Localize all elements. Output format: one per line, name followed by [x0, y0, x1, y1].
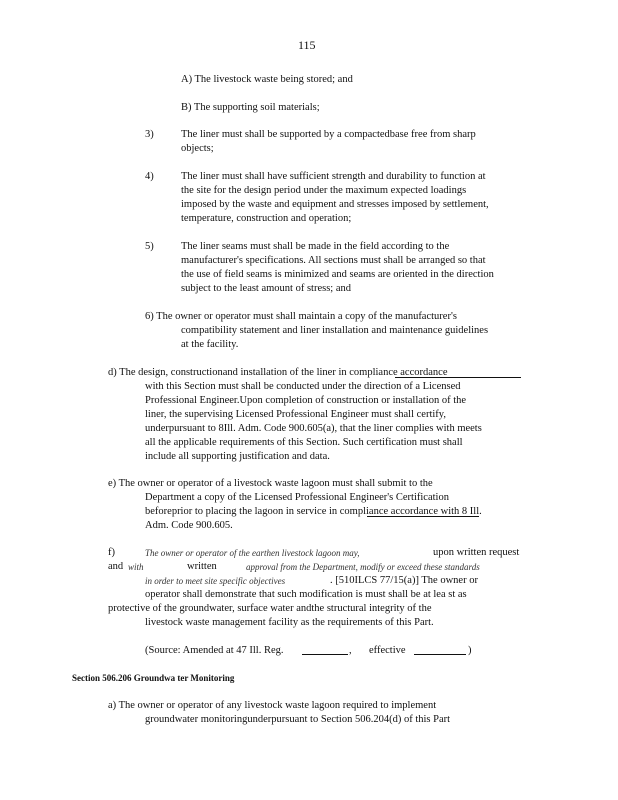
text-line: (Source: Amended at 47 Ill. Reg.: [145, 645, 284, 656]
text-line: a) The owner or operator of any livestock waste lagoon required to implement: [108, 700, 437, 711]
text-line: with this Section must shall be conducted under the direction of a Licensed: [145, 381, 461, 392]
text-line: at the facility.: [181, 339, 239, 350]
text-line: 5): [145, 241, 154, 252]
text-line: effective: [369, 645, 406, 656]
page-number: 115: [298, 38, 316, 52]
text-line: groundwater monitoringunderpursuant to Section 506.204(d) of this Part: [145, 714, 451, 725]
text-line: The owner or operator of the earthen livestock lagoon may,: [145, 548, 360, 558]
text-line: B) The supporting soil materials;: [181, 102, 320, 113]
text-line: . [510ILCS 77/15(a)] The owner or: [330, 575, 478, 586]
text-line: e) The owner or operator of a livestock waste lagoon must shall submit to the: [108, 478, 433, 489]
text-line: written: [187, 561, 217, 572]
text-line: and: [108, 561, 124, 572]
text-line: The liner must shall be supported by a compactedbase free from sharp: [181, 129, 476, 140]
text-line: 4): [145, 171, 154, 182]
reg-blank-line: [302, 644, 348, 655]
text-line: The liner seams must shall be made in the field according to the: [181, 241, 450, 252]
text-line: approval from the Department, modify or exceed these standards: [246, 562, 480, 572]
text-line: compatibility statement and liner installation and maintenance guidelines: [181, 325, 489, 336]
text-line: Section 506.206 Groundwa ter Monitoring: [72, 673, 235, 683]
text-line: imposed by the waste and equipment and stresses imposed by settlement,: [181, 199, 489, 210]
text-line: the site for the design period under the maximum expected loadings: [181, 185, 467, 196]
text-line: with: [128, 562, 144, 572]
text-line: subject to the least amount of stress; and: [181, 283, 352, 294]
text-line: temperature, construction and operation;: [181, 213, 352, 224]
text-line: beforeprior to placing the lagoon in service in compliance accordance with 8 Ill.: [145, 506, 482, 517]
text-line: Department a copy of the Licensed Professional Engineer's Certification: [145, 492, 449, 503]
text-line: d) The design, constructionand installation of the liner in compliance accordance: [108, 367, 448, 378]
text-line: in order to meet site specific objectives: [145, 576, 286, 586]
text-line: underpursuant to 8Ill. Adm. Code 900.605(a), that the liner complies with meets: [145, 423, 482, 434]
text-line: Adm. Code 900.605.: [145, 520, 233, 531]
text-line: Professional Engineer.Upon completion of construction or installation of the: [145, 395, 467, 406]
text-line: all the applicable requirements of this Section. Such certification must shall: [145, 437, 463, 448]
text-line: The liner must shall have sufficient strength and durability to function at: [181, 171, 486, 182]
text-line: objects;: [181, 143, 214, 154]
text-line: ,: [349, 645, 352, 656]
effective-blank-line: [414, 644, 466, 655]
text-line: livestock waste management facility as the requirements of this Part.: [145, 617, 434, 628]
text-line: 3): [145, 129, 154, 140]
text-line: operator shall demonstrate that such modification is must shall be at lea st as: [145, 589, 467, 600]
text-line: 6) The owner or operator must shall maintain a copy of the manufacturer's: [145, 311, 457, 322]
text-line: A) The livestock waste being stored; and: [181, 74, 353, 85]
text-line: the use of field seams is minimized and seams are oriented in the direction: [181, 269, 494, 280]
text-line: upon written request: [433, 547, 520, 558]
text-line: include all supporting justification and data.: [145, 451, 330, 462]
text-line: liner, the supervising Licensed Professional Engineer must shall certify,: [145, 409, 446, 420]
compliance-underline: [395, 377, 521, 378]
text-line: protective of the groundwater, surface water andthe structural integrity of the: [108, 603, 432, 614]
text-line: manufacturer's specifications. All sections must shall be arranged so that: [181, 255, 486, 266]
text-line: f): [108, 547, 115, 558]
compliance-underline-2: [367, 516, 479, 517]
text-line: ): [468, 645, 472, 656]
